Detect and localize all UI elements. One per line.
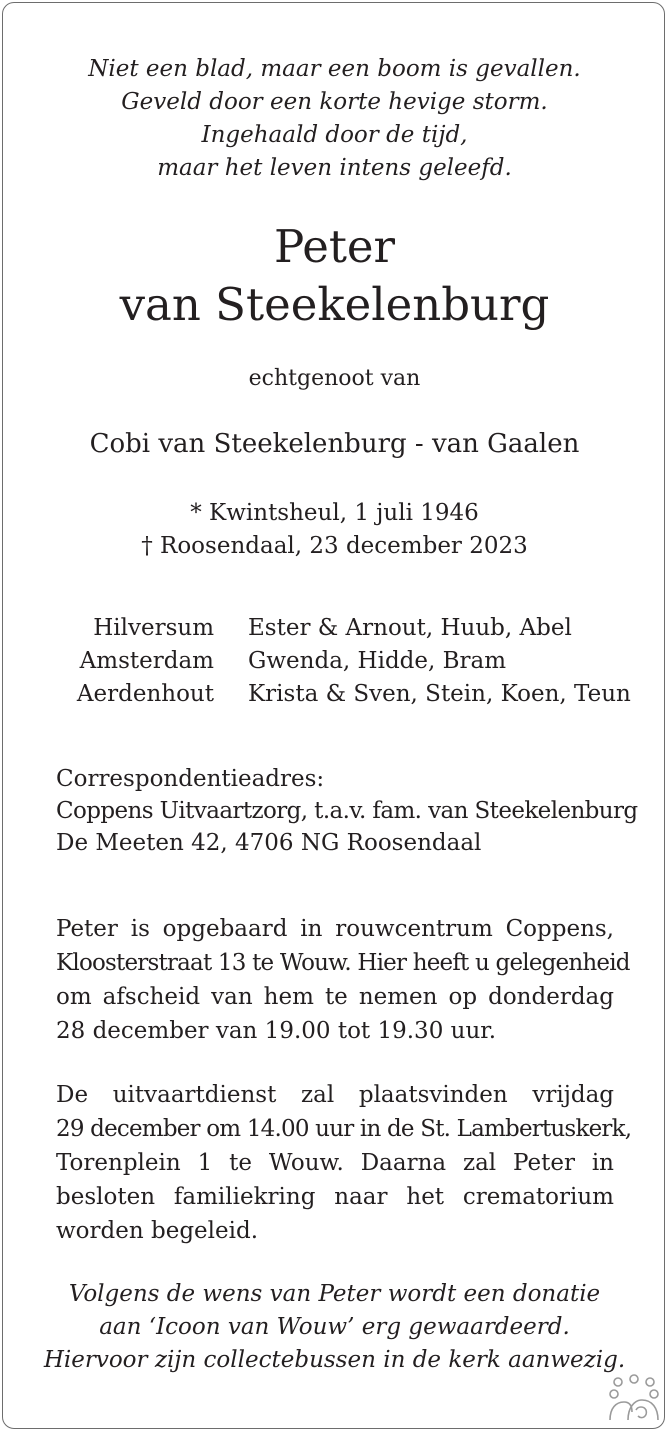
paragraph-line: Torenplein 1 te Wouw. Daarna zal Peter in xyxy=(56,1150,614,1176)
deceased-first-name: Peter xyxy=(273,220,396,273)
family-row xyxy=(0,612,669,645)
death-date: † Roosendaal, 23 december 2023 xyxy=(141,533,528,559)
family-names: Krista & Sven, Stein, Koen, Teun xyxy=(248,681,631,707)
closing-line: Volgens de wens van Peter wordt een donatie xyxy=(68,1281,601,1307)
poem-line: maar het leven intens geleefd. xyxy=(157,155,512,181)
spouse-intro: echtgenoot van xyxy=(248,366,421,391)
family-place: Hilversum xyxy=(93,615,214,641)
deceased-name xyxy=(0,218,669,334)
closing-line: aan ‘Icoon van Wouw’ erg gewaardeerd. xyxy=(99,1314,570,1340)
paragraph-line: 28 december van 19.00 tot 19.30 uur. xyxy=(56,1018,497,1044)
people-group-logo-icon xyxy=(606,1374,662,1422)
viewing-paragraph xyxy=(56,912,630,1048)
poem-line: Ingehaald door de tijd, xyxy=(201,122,468,148)
family-row xyxy=(0,678,669,711)
service-paragraph xyxy=(56,1078,632,1248)
poem-line: Geveld door een korte hevige storm. xyxy=(121,89,548,115)
paragraph-line: worden begeleid. xyxy=(56,1218,259,1244)
spouse-name: Cobi van Steekelenburg - van Gaalen xyxy=(89,429,580,459)
paragraph-line: Peter is opgebaard in rouwcentrum Coppens, xyxy=(56,916,614,942)
correspondence-line: De Meeten 42, 4706 NG Roosendaal xyxy=(56,830,482,856)
correspondence-heading: Correspondentieadres: xyxy=(56,766,325,792)
family-names: Gwenda, Hidde, Bram xyxy=(248,648,507,674)
paragraph-line: besloten familiekring naar het crematorium xyxy=(56,1184,614,1210)
family-place: Aerdenhout xyxy=(76,681,214,707)
paragraph-line: om afscheid van hem te nemen op donderdag xyxy=(56,984,614,1010)
birth-date: * Kwintsheul, 1 juli 1946 xyxy=(190,500,479,526)
family-names: Ester & Arnout, Huub, Abel xyxy=(248,615,572,641)
paragraph-line: 29 december om 14.00 uur in de St. Lambertuskerk, xyxy=(56,1116,632,1142)
closing-note xyxy=(0,1278,669,1377)
paragraph-line: De uitvaartdienst zal plaatsvinden vrijdag xyxy=(56,1082,614,1108)
family-place: Amsterdam xyxy=(79,648,214,674)
poem-line: Niet een blad, maar een boom is gevallen. xyxy=(88,56,581,82)
deceased-last-name: van Steekelenburg xyxy=(119,278,550,331)
family-list xyxy=(0,612,669,711)
closing-line: Hiervoor zijn collectebussen in de kerk aanwezig. xyxy=(43,1347,626,1373)
opening-poem xyxy=(0,53,669,185)
paragraph-line: Kloosterstraat 13 te Wouw. Hier heeft u gelegenheid xyxy=(56,950,630,976)
correspondence-line: Coppens Uitvaartzorg, t.a.v. fam. van Steekelenburg xyxy=(56,798,638,824)
correspondence-address xyxy=(56,763,638,859)
family-row xyxy=(0,645,669,678)
life-dates xyxy=(0,497,669,563)
